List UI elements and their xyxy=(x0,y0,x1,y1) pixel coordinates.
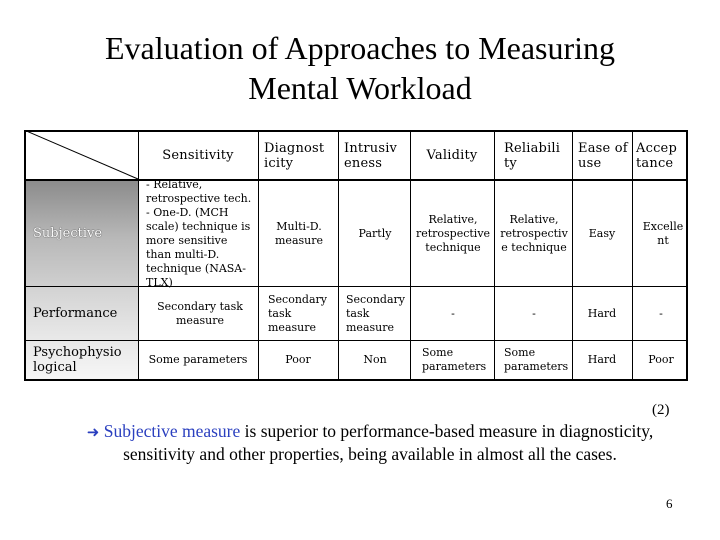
cell-subjective-acceptance: Excelle nt xyxy=(642,219,684,247)
header-diagnosticity: Diagnost icity xyxy=(264,140,325,171)
reference-marker: (2) xyxy=(652,402,670,418)
cell-psycho-ease-of-use: Hard xyxy=(587,353,617,366)
page-number: 6 xyxy=(666,496,673,511)
conclusion-body: is superior to performance-based measure in diagnosticity, sensitivity and other properties, being available in almost all the cases. xyxy=(123,421,654,464)
header-reliability: Reliabili ty xyxy=(504,140,561,171)
vborder-8 xyxy=(686,130,688,381)
cell-psycho-sensitivity: Some parameters xyxy=(148,353,248,366)
cell-subjective-sensitivity: - Relative, retrospective tech. - One-D. (MCH scale) technique is more sensitive than multi-D. technique (NASA-TLX) xyxy=(146,177,252,289)
row-label-subjective: Subjective xyxy=(33,226,103,241)
header-sensitivity: Sensitivity xyxy=(162,148,234,163)
cell-performance-ease-of-use: Hard xyxy=(587,306,617,320)
cell-psycho-validity: Some parameters xyxy=(422,346,487,373)
row-label-psychophysiological: Psychophysio logical xyxy=(33,345,122,375)
corner-diagonal xyxy=(24,130,139,180)
cell-subjective-validity: Relative, retrospective technique xyxy=(415,212,491,254)
header-validity: Validity xyxy=(426,148,478,163)
cell-performance-sensitivity: Secondary task measure xyxy=(157,299,243,327)
cell-subjective-reliability: Relative, retrospectiv e technique xyxy=(500,212,568,254)
cell-performance-intrusiveness: Secondary task measure xyxy=(346,292,405,334)
header-acceptance: Accep tance xyxy=(636,140,677,171)
arrow-right-icon: ➜ xyxy=(86,423,100,441)
cell-performance-diagnosticity: Secondary task measure xyxy=(268,292,327,334)
title-line-2: Mental Workload xyxy=(248,70,472,106)
cell-psycho-reliability: Some parameters xyxy=(504,346,569,373)
row-label-performance: Performance xyxy=(33,306,118,321)
cell-subjective-intrusiveness: Partly xyxy=(358,226,392,240)
conclusion-highlight: Subjective measure xyxy=(103,421,241,441)
title-line-1: Evaluation of Approaches to Measuring xyxy=(104,30,616,66)
vborder-2 xyxy=(258,130,259,381)
header-ease-of-use: Ease of use xyxy=(578,140,628,171)
vborder-4 xyxy=(410,130,411,381)
vborder-6 xyxy=(572,130,573,381)
cell-psycho-diagnosticity: Poor xyxy=(285,353,311,366)
cell-performance-reliability: - xyxy=(532,306,536,320)
comparison-table xyxy=(24,130,688,380)
cell-psycho-acceptance: Poor xyxy=(648,353,674,366)
cell-psycho-intrusiveness: Non xyxy=(363,353,387,366)
vborder-7 xyxy=(632,130,633,381)
border-bottom xyxy=(24,379,688,381)
conclusion-text xyxy=(80,420,660,465)
slide-title xyxy=(0,28,720,108)
cell-subjective-ease-of-use: Easy xyxy=(588,226,616,240)
vborder-5 xyxy=(494,130,495,381)
vborder-3 xyxy=(338,130,339,381)
cell-performance-validity: - xyxy=(451,306,455,320)
cell-subjective-diagnosticity: Multi-D. measure xyxy=(275,219,323,247)
header-intrusiveness: Intrusiv eness xyxy=(344,140,398,171)
cell-performance-acceptance: - xyxy=(659,306,663,320)
